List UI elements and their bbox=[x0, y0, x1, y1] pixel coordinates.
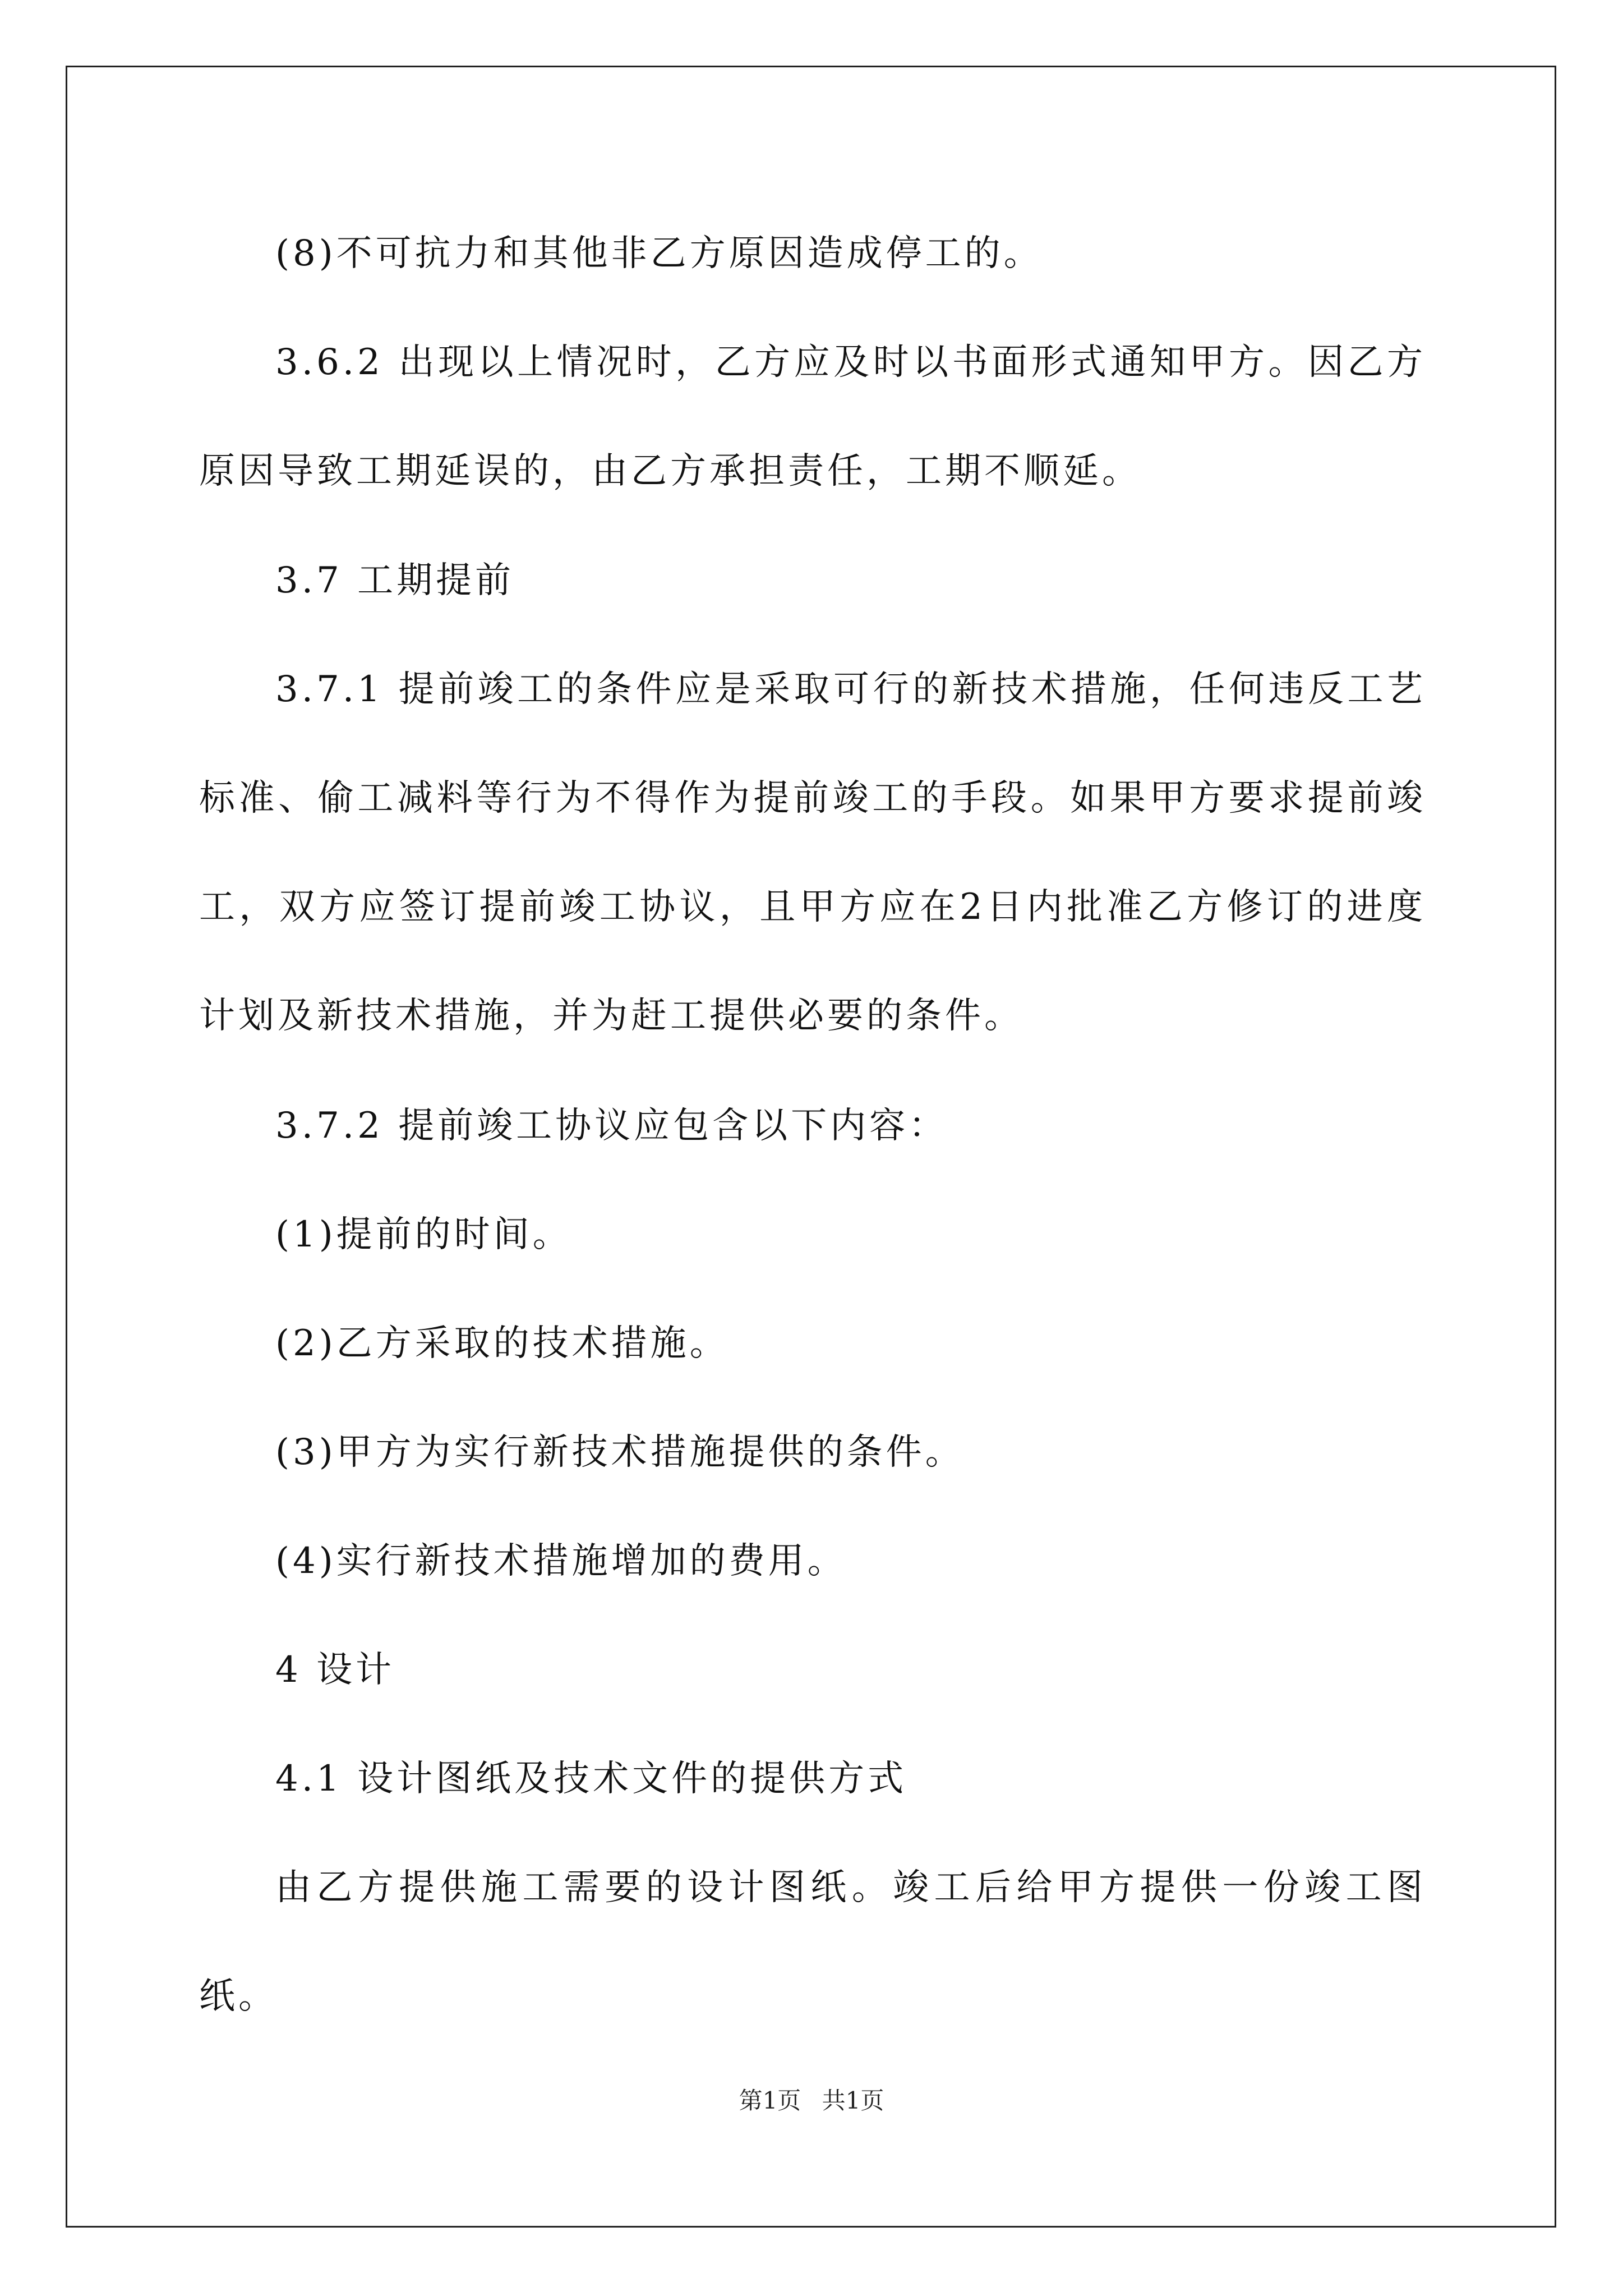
list-item-3: (3)甲方为实行新技术措施提供的条件。 bbox=[275, 1432, 965, 1473]
heading-section-4: 4 设计 bbox=[275, 1649, 395, 1691]
page-number-current: 第1页 bbox=[739, 2087, 801, 2114]
paragraph-clause-3-6-2: 3.6.2 出现以上情况时，乙方应及时以书面形式通知甲方。因乙方原因导致工期延误的，由乙方承担责任，工期不顺延。 bbox=[199, 342, 1426, 492]
list-item-1: (1)提前的时间。 bbox=[275, 1214, 572, 1255]
heading-clause-3-7: 3.7 工期提前 bbox=[275, 560, 515, 601]
list-item-4: (4)实行新技术措施增加的费用。 bbox=[275, 1540, 847, 1582]
page-footer bbox=[0, 2082, 1623, 2116]
heading-clause-4-1: 4.1 设计图纸及技术文件的提供方式 bbox=[275, 1758, 907, 1800]
paragraph-clause-4-1-body: 由乙方提供施工需要的设计图纸。竣工后给甲方提供一份竣工图纸。 bbox=[199, 1867, 1426, 2017]
paragraph-clause-3-7-1: 3.7.1 提前竣工的条件应是采取可行的新技术措施，任何违反工艺标准、偷工减料等行为不得作为提前竣工的手段。如果甲方要求提前竣工，双方应签订提前竣工协议，且甲方应在2日内批准乙方修订的进度计划及新技术措施，并为赶工提供必要的条件。 bbox=[199, 669, 1426, 1037]
list-item-2: (2)乙方采取的技术措施。 bbox=[275, 1323, 729, 1364]
paragraph-clause-3-7-2: 3.7.2 提前竣工协议应包含以下内容： bbox=[275, 1105, 948, 1147]
paragraph-clause-3-6-1-item-8: (8)不可抗力和其他非乙方原因造成停工的。 bbox=[275, 233, 1043, 274]
page-number-total: 共1页 bbox=[822, 2087, 884, 2114]
